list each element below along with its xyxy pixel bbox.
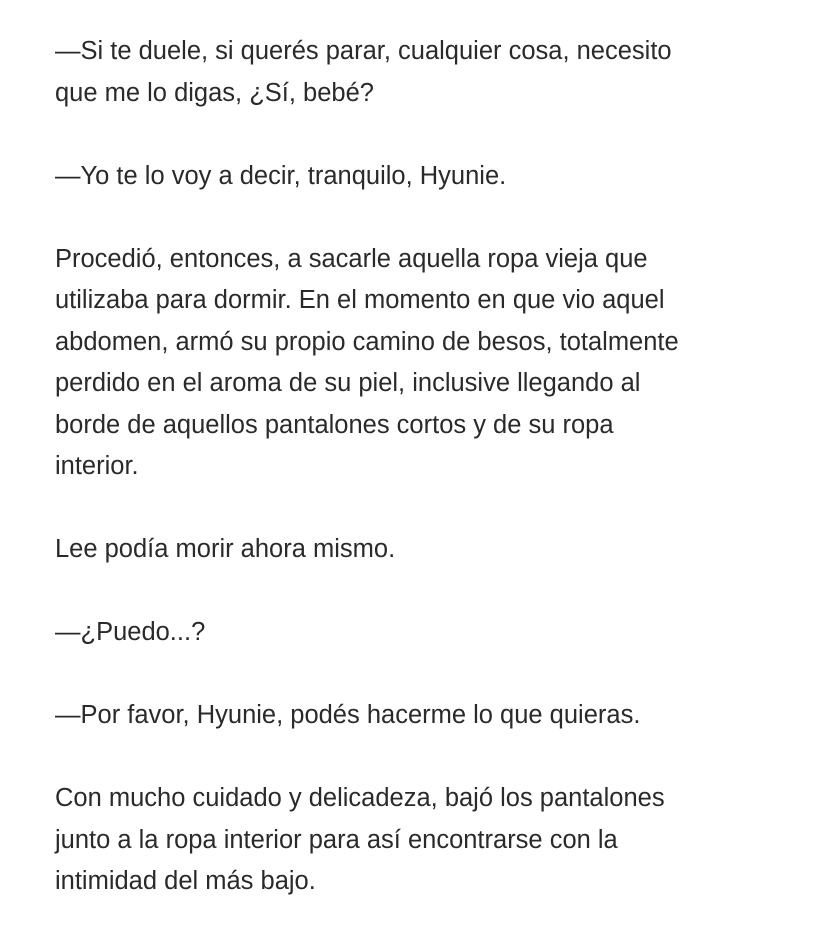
- text-line: —Si te duele, si querés parar, cualquier cosa, necesito: [55, 37, 672, 65]
- text-line: —¿Puedo...?: [55, 618, 206, 646]
- paragraph-narration-1: [55, 239, 785, 488]
- text-line: Lee podía morir ahora mismo.: [55, 535, 396, 563]
- text-line: borde de aquellos pantalones cortos y de su ropa: [55, 410, 614, 439]
- text-line: que me lo digas, ¿Sí, bebé?: [55, 78, 374, 107]
- text-line: Con mucho cuidado y delicadeza, bajó los pantalones: [55, 784, 665, 812]
- paragraph-dialogue-4: [55, 695, 785, 737]
- text-line: utilizaba para dormir. En el momento en que vio aquel: [55, 286, 665, 314]
- text-line: —Yo te lo voy a decir, tranquilo, Hyunie.: [55, 161, 507, 190]
- text-line: —Por favor, Hyunie, podés hacerme lo que quieras.: [55, 701, 641, 729]
- text-line: Procedió, entonces, a sacarle aquella ropa vieja que: [55, 244, 648, 273]
- paragraph-dialogue-2: [55, 156, 785, 198]
- document-body: [55, 31, 785, 903]
- paragraph-dialogue-1: [55, 31, 785, 114]
- text-line: abdomen, armó su propio camino de besos, totalmente: [55, 327, 679, 356]
- text-line: interior.: [55, 452, 139, 480]
- paragraph-narration-2: [55, 529, 785, 571]
- paragraph-dialogue-3: [55, 612, 785, 654]
- text-line: junto a la ropa interior para así encontrarse con la: [55, 825, 618, 854]
- paragraph-narration-3: [55, 778, 785, 903]
- text-line: perdido en el aroma de su piel, inclusive llegando al: [55, 369, 641, 397]
- text-line: intimidad del más bajo.: [55, 867, 316, 895]
